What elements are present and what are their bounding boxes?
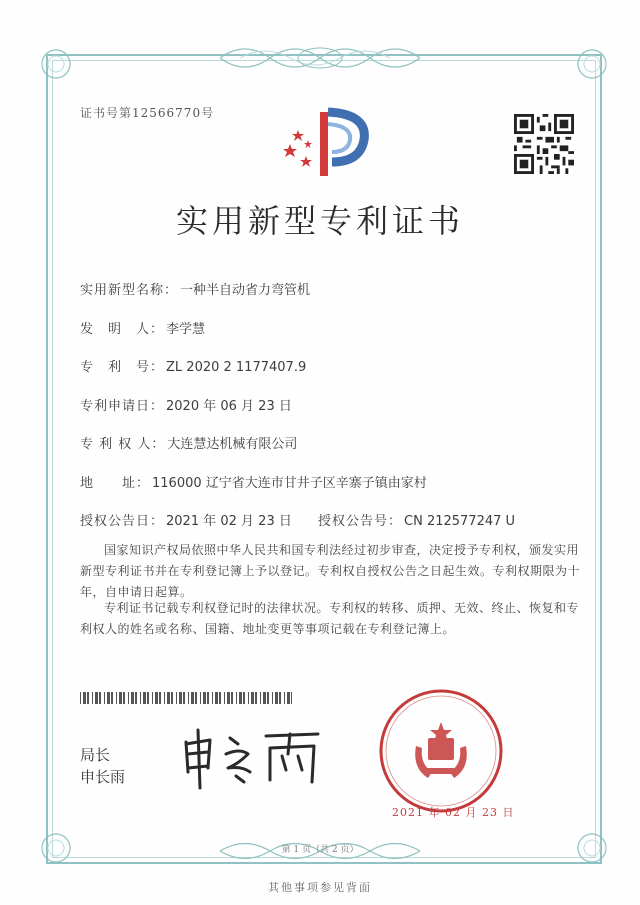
field-label: 授权公告日： [80,514,165,529]
field-value: 2021 年 02 月 23 日 [166,514,292,529]
field-filing-date [80,395,292,414]
patent-office-emblem-icon [276,104,376,178]
director-signature [178,724,328,794]
field-label: 实用新型名称： [80,283,179,298]
director-name: 申长雨 [80,768,126,786]
director-title: 局长 [80,746,111,764]
seal-date: 2021 年 02 月 23 日 [392,806,515,819]
field-value: 一种半自动省力弯管机 [180,283,311,298]
statement-paragraph-1: 国家知识产权局依照中华人民共和国专利法经过初步审查，决定授予专利权，颁发实用新型专利证书并在专利登记簿上予以登记。专利权自授权公告之日起生效。专利权期限为十年，自申请日起算。 [80,543,581,599]
barcode-icon [80,692,292,704]
field-label: 专利申请日： [80,399,165,414]
field-value: 2020 年 06 月 23 日 [166,399,292,414]
field-label: 地 址： [80,476,151,491]
field-inventor [80,318,205,337]
field-label: 专 利 号： [80,360,165,375]
qr-code-icon [514,114,574,174]
page-indicator: 第 1 页（共 2 页） [281,845,359,855]
field-label: 专 利 权 人： [80,437,166,452]
field-value: 116000 辽宁省大连市甘井子区辛寨子镇由家村 [152,476,427,491]
field-patentee [80,433,297,452]
field-value: ZL 2020 2 1177407.9 [166,360,307,375]
top-ornament [220,40,420,76]
field-patent-number [80,356,306,375]
field-utility-model-name [80,279,310,298]
certificate-number: 证书号第12566770号 [80,106,215,120]
field-value: CN 212577247 U [404,514,516,529]
field-address [80,472,427,491]
field-label: 发 明 人： [80,322,165,337]
statement-paragraph-2: 专利证书记载专利权登记时的法律状况。专利权的转移、质押、无效、终止、恢复和专利权人的姓名或名称、国籍、地址变更等事项记载在专利登记簿上。 [80,601,580,636]
reverse-side-note: 其他事项参见背面 [268,881,372,894]
field-value: 大连慧达机械有限公司 [167,437,298,452]
corner-ornament-top-right [572,44,612,84]
corner-ornament-top-left [36,44,76,84]
certificate-title: 实用新型专利证书 [175,202,464,240]
field-grant-date [80,510,292,529]
field-label: 授权公告号： [318,514,403,529]
field-value: 李学慧 [166,322,206,337]
field-grant-number [318,510,515,529]
official-seal [376,686,506,816]
